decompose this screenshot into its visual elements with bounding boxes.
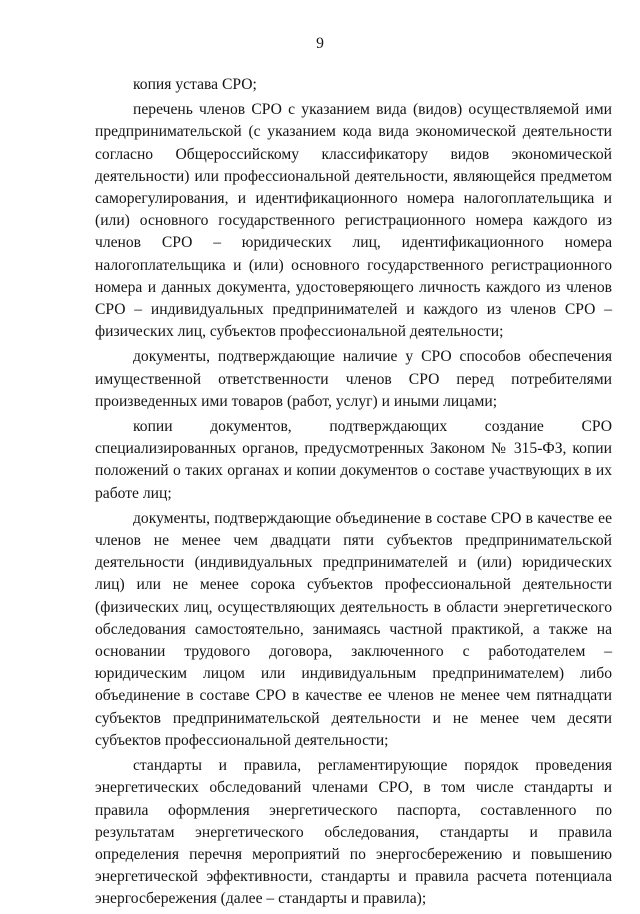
paragraph-specialized-bodies: копии документов, подтверждающих создание СРО специализированных органов, предусмотренных Законом № 315-ФЗ, копии положений о таких органах и копии документов о составе участвующих в их работе лиц; [95, 418, 612, 502]
paragraph-standards-rules: стандарты и правила, регламентирующие порядок проведения энергетических обследований членами СРО, в том числе стандарты и правила оформления энергетического паспорта, составленного по результатам энергетического обследования, стандарты и правила определения перечня мероприятий по энергосбережению и повышению энергетической эффективности, стандарты и правила расчета потенциала энергосбережения (далее – стандарты и правила); [95, 757, 612, 908]
paragraph-membership-composition: документы, подтверждающие объединение в составе СРО в качестве ее членов не менее чем двадцати пяти субъектов предпринимательской деятельности (индивидуальных предпринимателей и (или) юридических лиц) или не менее сорока субъектов профессиональной деятельности (физических лиц, осуществляющих деятельность в области энергетического обследования самостоятельно, занимаясь частной практикой, а также на основании трудового договора, заключенного с работодателем – юридическим лицом или индивидуальным предпринимателем) либо объединение в составе СРО в качестве ее членов не менее чем пятнадцати субъектов предпринимательской деятельности и не менее чем десяти субъектов профессиональной деятельности; [95, 509, 612, 749]
document-body [95, 74, 612, 914]
paragraph-liability-documents: документы, подтверждающие наличие у СРО способов обеспечения имущественной ответственности членов СРО перед потребителями произведенных ими товаров (работ, услуг) и иными лицами; [95, 348, 612, 410]
page-number: 9 [316, 35, 324, 52]
paragraph-members-list: перечень членов СРО с указанием вида (видов) осуществляемой ими предпринимательской (с указанием кода вида экономической деятельности согласно Общероссийскому классификатору видов экономической деятельности) или профессиональной деятельности, являющейся предметом саморегулирования, и идентификационного номера налогоплательщика и (или) основного государственного регистрационного номера каждого из членов СРО – юридических лиц, идентификационного номера налогоплательщика и (или) основного государственного регистрационного номера и данных документа, удостоверяющего личность каждого из членов СРО – индивидуальных предпринимателей и каждого из членов СРО – физических лиц, субъектов профессиональной деятельности; [95, 101, 612, 341]
paragraph-charter-copy: копия устава СРО; [133, 76, 257, 93]
